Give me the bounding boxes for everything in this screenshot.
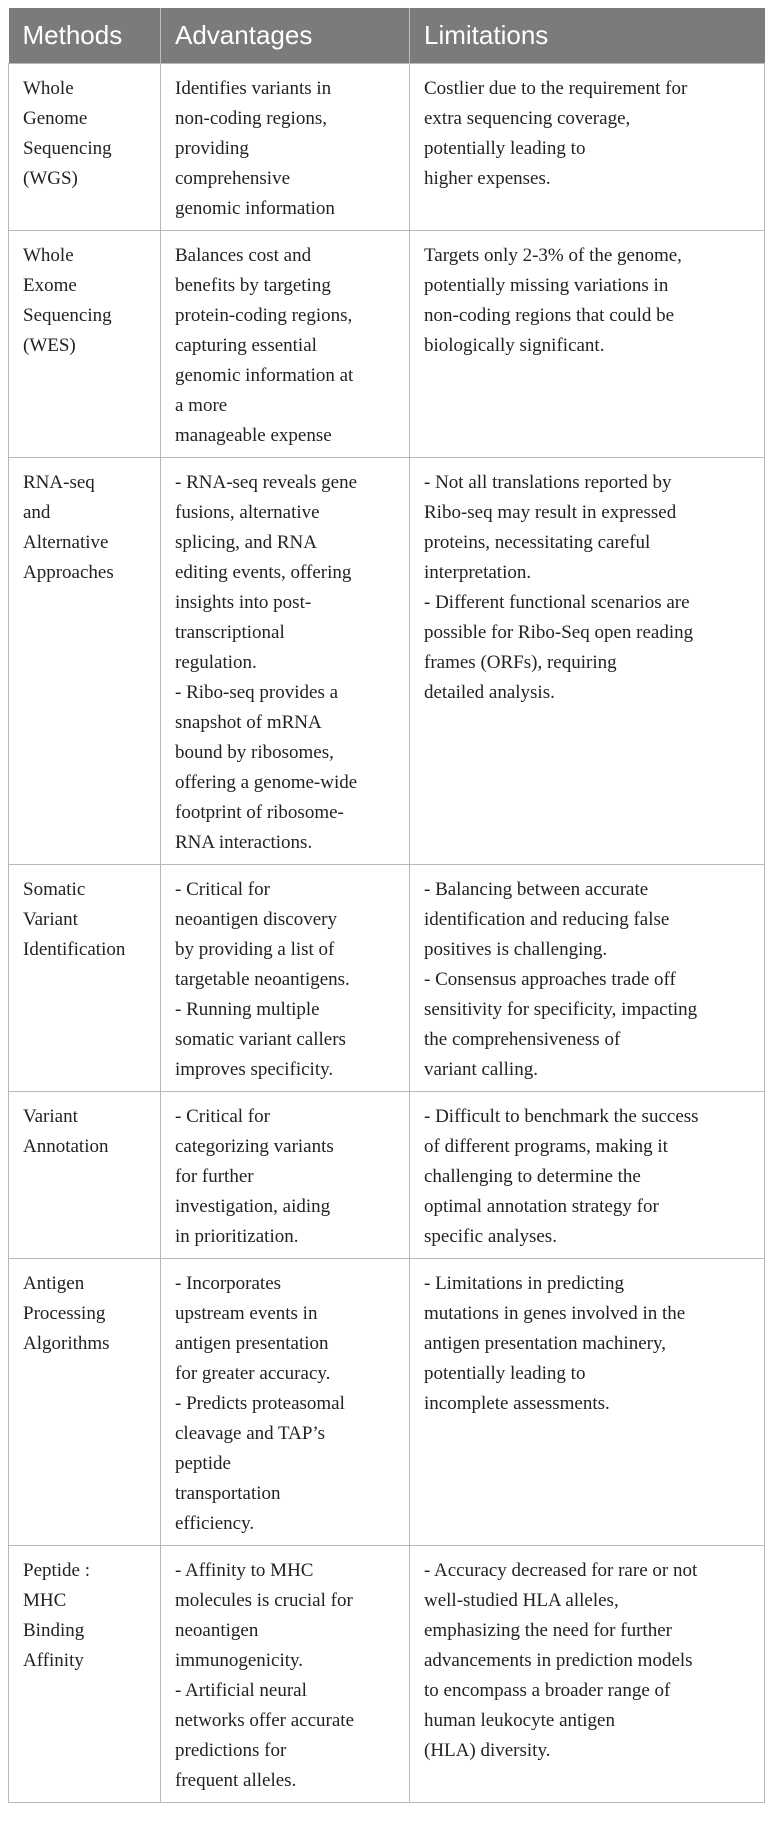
advantages-cell-line: cleavage and TAP’s — [175, 1423, 326, 1444]
advantages-cell-line: for greater accuracy. — [175, 1363, 331, 1384]
method-cell — [9, 865, 161, 1092]
advantages-cell-line: efficiency. — [175, 1513, 255, 1534]
header-advantages: Advantages — [161, 8, 410, 64]
advantages-cell-line: by providing a list of — [175, 939, 335, 960]
table-row — [9, 458, 765, 865]
limitations-cell — [410, 1092, 765, 1259]
advantages-cell-line: genomic information — [175, 198, 335, 219]
table-row — [9, 64, 765, 231]
limitations-cell-line: possible for Ribo-Seq open reading — [424, 622, 694, 643]
limitations-cell-line: Ribo-seq may result in expressed — [424, 502, 677, 523]
advantages-cell — [161, 231, 410, 458]
advantages-cell-line: neoantigen — [175, 1620, 259, 1641]
table-row — [9, 865, 765, 1092]
method-cell-line: Somatic — [23, 879, 86, 900]
advantages-cell-line: improves specificity. — [175, 1059, 334, 1080]
method-cell — [9, 458, 161, 865]
advantages-cell — [161, 1546, 410, 1803]
method-cell-line: Peptide : — [23, 1560, 91, 1581]
limitations-cell-line: proteins, necessitating careful — [424, 532, 651, 553]
advantages-cell-line: targetable neoantigens. — [175, 969, 350, 990]
advantages-cell-line: - Incorporates — [175, 1273, 282, 1294]
method-cell-line: Annotation — [23, 1136, 109, 1157]
limitations-cell-line: human leukocyte antigen — [424, 1710, 615, 1731]
limitations-cell-line: - Accuracy decreased for rare or not — [424, 1560, 698, 1581]
advantages-cell-line: transportation — [175, 1483, 281, 1504]
table-row — [9, 231, 765, 458]
method-cell-line: Variant — [23, 909, 78, 930]
limitations-cell-line: - Consensus approaches trade off — [424, 969, 676, 990]
advantages-cell-line: benefits by targeting — [175, 275, 331, 296]
method-cell-line: Affinity — [23, 1650, 84, 1671]
advantages-cell-line: non-coding regions, — [175, 108, 327, 129]
advantages-cell-line: splicing, and RNA — [175, 532, 317, 553]
limitations-cell-line: antigen presentation machinery, — [424, 1333, 666, 1354]
method-cell-line: Binding — [23, 1620, 85, 1641]
header-limitations: Limitations — [410, 8, 765, 64]
advantages-cell-line: investigation, aiding — [175, 1196, 331, 1217]
advantages-cell-line: transcriptional — [175, 622, 285, 643]
method-cell-line: Exome — [23, 275, 77, 296]
advantages-cell-line: a more — [175, 395, 228, 416]
advantages-cell-line: categorizing variants — [175, 1136, 334, 1157]
advantages-cell-line: immunogenicity. — [175, 1650, 304, 1671]
limitations-cell-line: optimal annotation strategy for — [424, 1196, 659, 1217]
advantages-cell-line: regulation. — [175, 652, 257, 673]
advantages-cell-line: predictions for — [175, 1740, 287, 1761]
limitations-cell-line: well-studied HLA alleles, — [424, 1590, 619, 1611]
advantages-cell-line: protein-coding regions, — [175, 305, 353, 326]
limitations-cell-line: of different programs, making it — [424, 1136, 668, 1157]
table-row — [9, 1259, 765, 1546]
method-cell-line: Algorithms — [23, 1333, 110, 1354]
advantages-cell-line: insights into post- — [175, 592, 312, 613]
limitations-cell — [410, 458, 765, 865]
advantages-cell-line: manageable expense — [175, 425, 332, 446]
limitations-cell-line: non-coding regions that could be — [424, 305, 675, 326]
method-cell-line: Sequencing — [23, 138, 112, 159]
limitations-cell-line: - Difficult to benchmark the success — [424, 1106, 699, 1127]
advantages-cell-line: bound by ribosomes, — [175, 742, 334, 763]
limitations-cell-line: specific analyses. — [424, 1226, 557, 1247]
method-cell — [9, 1546, 161, 1803]
table-row — [9, 1092, 765, 1259]
advantages-cell-line: - RNA-seq reveals gene — [175, 472, 358, 493]
advantages-cell-line: in prioritization. — [175, 1226, 299, 1247]
header-methods: Methods — [9, 8, 161, 64]
advantages-cell-line: fusions, alternative — [175, 502, 320, 523]
limitations-cell-line: (HLA) diversity. — [424, 1740, 551, 1761]
limitations-cell-line: emphasizing the need for further — [424, 1620, 672, 1641]
advantages-cell-line: genomic information at — [175, 365, 354, 386]
method-cell — [9, 1092, 161, 1259]
advantages-cell-line: - Artificial neural — [175, 1680, 307, 1701]
limitations-cell-line: Targets only 2-3% of the genome, — [424, 245, 682, 266]
limitations-cell-line: potentially leading to — [424, 138, 586, 159]
advantages-cell-line: - Critical for — [175, 879, 270, 900]
method-cell-line: (WGS) — [23, 168, 78, 189]
method-cell-line: Genome — [23, 108, 88, 129]
method-cell-line: Alternative — [23, 532, 109, 553]
advantages-cell-line: comprehensive — [175, 168, 291, 189]
limitations-cell — [410, 1546, 765, 1803]
advantages-cell-line: peptide — [175, 1453, 231, 1474]
limitations-cell-line: frames (ORFs), requiring — [424, 652, 617, 673]
limitations-cell-line: incomplete assessments. — [424, 1393, 610, 1414]
table-header — [9, 8, 765, 64]
limitations-cell-line: the comprehensiveness of — [424, 1029, 621, 1050]
advantages-cell-line: - Running multiple — [175, 999, 320, 1020]
limitations-cell-line: variant calling. — [424, 1059, 538, 1080]
limitations-cell-line: - Different functional scenarios are — [424, 592, 690, 613]
method-cell-line: MHC — [23, 1590, 67, 1611]
method-cell-line: Variant — [23, 1106, 78, 1127]
table-row — [9, 1546, 765, 1803]
advantages-cell-line: - Predicts proteasomal — [175, 1393, 345, 1414]
advantages-cell-line: snapshot of mRNA — [175, 712, 322, 733]
method-cell — [9, 231, 161, 458]
advantages-cell-line: somatic variant callers — [175, 1029, 346, 1050]
advantages-cell-line: footprint of ribosome- — [175, 802, 344, 823]
limitations-cell — [410, 231, 765, 458]
method-cell-line: Identification — [23, 939, 126, 960]
method-cell — [9, 64, 161, 231]
advantages-cell-line: Identifies variants in — [175, 78, 332, 99]
advantages-cell — [161, 1259, 410, 1546]
advantages-cell-line: RNA interactions. — [175, 832, 313, 853]
limitations-cell-line: biologically significant. — [424, 335, 605, 356]
limitations-cell-line: challenging to determine the — [424, 1166, 641, 1187]
limitations-cell-line: advancements in prediction models — [424, 1650, 693, 1671]
advantages-cell-line: antigen presentation — [175, 1333, 329, 1354]
method-cell-line: RNA-seq — [23, 472, 95, 493]
header-row — [9, 8, 765, 64]
advantages-cell-line: molecules is crucial for — [175, 1590, 353, 1611]
advantages-cell — [161, 458, 410, 865]
method-cell — [9, 1259, 161, 1546]
limitations-cell-line: higher expenses. — [424, 168, 551, 189]
advantages-cell-line: networks offer accurate — [175, 1710, 354, 1731]
limitations-cell — [410, 64, 765, 231]
advantages-cell-line: frequent alleles. — [175, 1770, 297, 1791]
method-cell-line: Antigen — [23, 1273, 85, 1294]
limitations-cell-line: - Balancing between accurate — [424, 879, 649, 900]
method-cell-line: Whole — [23, 245, 74, 266]
limitations-cell-line: detailed analysis. — [424, 682, 555, 703]
limitations-cell-line: potentially missing variations in — [424, 275, 669, 296]
advantages-cell — [161, 865, 410, 1092]
limitations-cell-line: Costlier due to the requirement for — [424, 78, 688, 99]
advantages-cell-line: - Affinity to MHC — [175, 1560, 314, 1581]
advantages-cell-line: neoantigen discovery — [175, 909, 337, 930]
limitations-cell-line: - Not all translations reported by — [424, 472, 672, 493]
methods-comparison-table — [8, 8, 765, 1803]
limitations-cell-line: positives is challenging. — [424, 939, 608, 960]
limitations-cell — [410, 1259, 765, 1546]
limitations-cell-line: potentially leading to — [424, 1363, 586, 1384]
limitations-cell-line: identification and reducing false — [424, 909, 670, 930]
advantages-cell-line: editing events, offering — [175, 562, 352, 583]
advantages-cell-line: providing — [175, 138, 249, 159]
advantages-cell-line: offering a genome-wide — [175, 772, 358, 793]
limitations-cell-line: extra sequencing coverage, — [424, 108, 631, 129]
advantages-cell-line: Balances cost and — [175, 245, 312, 266]
method-cell-line: and — [23, 502, 51, 523]
advantages-cell-line: - Ribo-seq provides a — [175, 682, 339, 703]
method-cell-line: Sequencing — [23, 305, 112, 326]
table-body — [9, 64, 765, 1803]
advantages-cell-line: - Critical for — [175, 1106, 270, 1127]
limitations-cell-line: to encompass a broader range of — [424, 1680, 671, 1701]
method-cell-line: Processing — [23, 1303, 106, 1324]
limitations-cell-line: interpretation. — [424, 562, 532, 583]
method-cell-line: Whole — [23, 78, 74, 99]
method-cell-line: (WES) — [23, 335, 76, 356]
limitations-cell-line: - Limitations in predicting — [424, 1273, 624, 1294]
limitations-cell-line: mutations in genes involved in the — [424, 1303, 686, 1324]
method-cell-line: Approaches — [23, 562, 114, 583]
advantages-cell-line: for further — [175, 1166, 254, 1187]
advantages-cell-line: upstream events in — [175, 1303, 318, 1324]
advantages-cell — [161, 64, 410, 231]
advantages-cell — [161, 1092, 410, 1259]
limitations-cell-line: sensitivity for specificity, impacting — [424, 999, 698, 1020]
advantages-cell-line: capturing essential — [175, 335, 317, 356]
limitations-cell — [410, 865, 765, 1092]
